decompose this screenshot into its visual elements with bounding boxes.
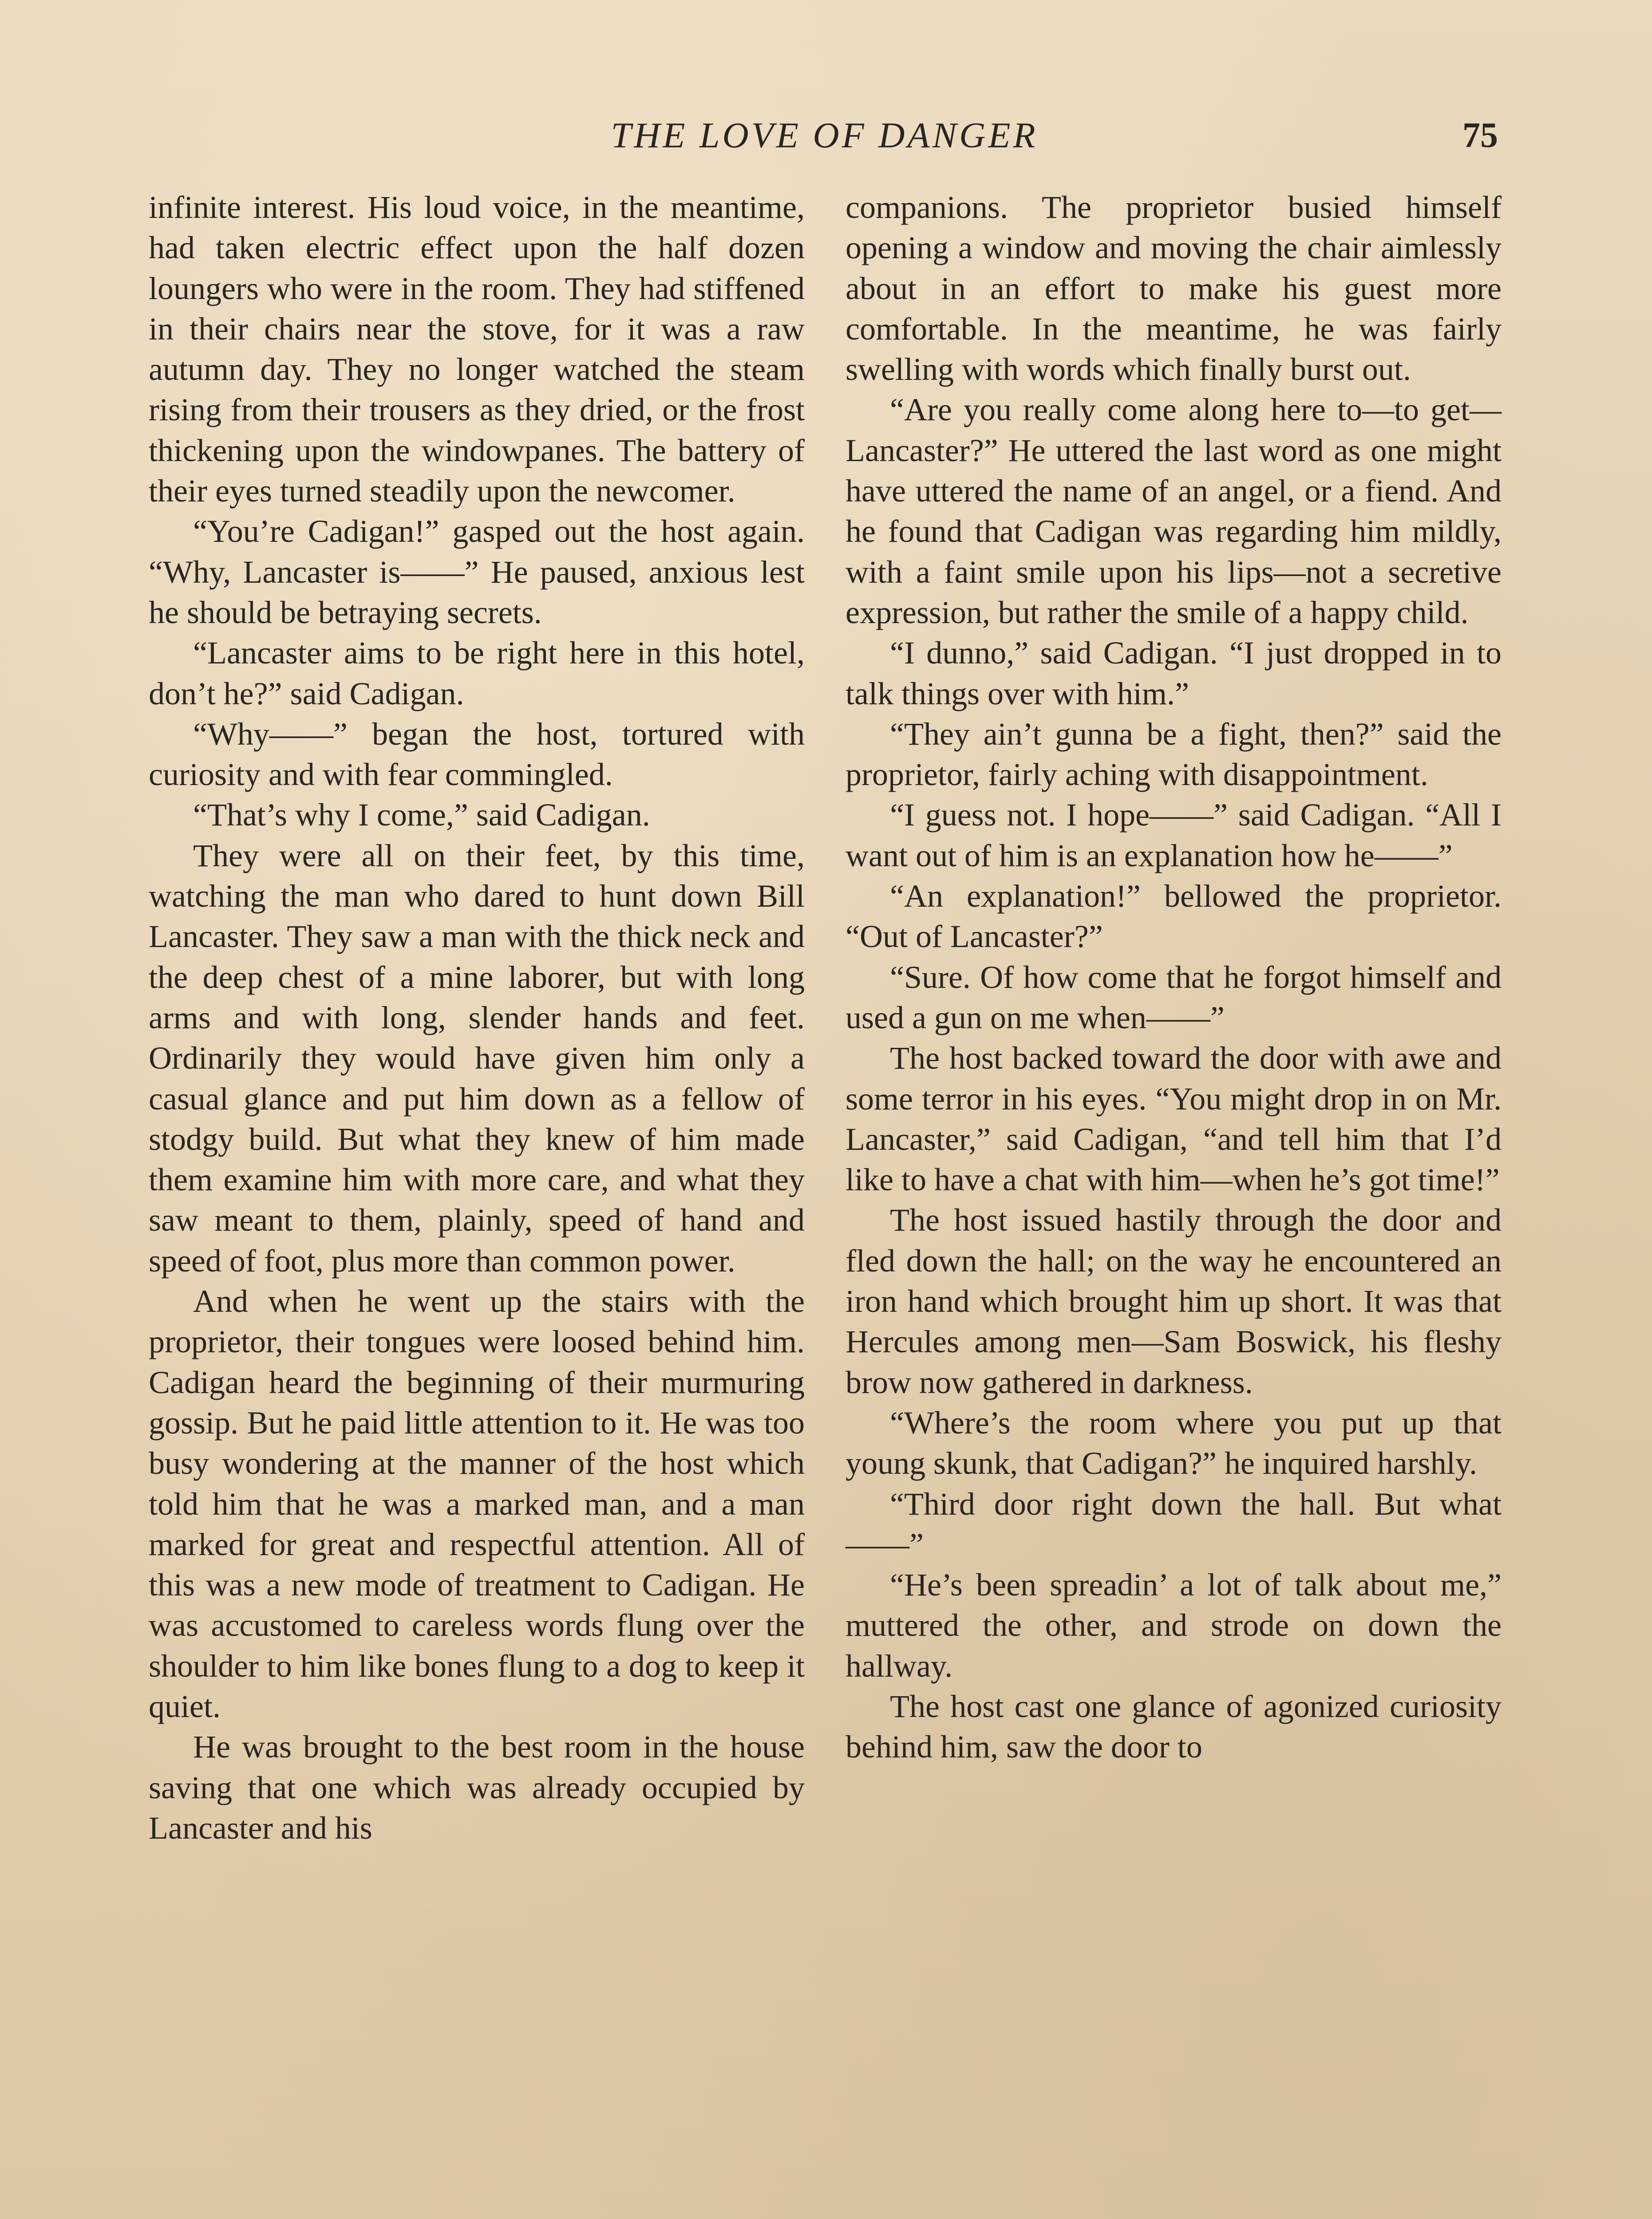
paragraph: The host backed toward the door with awe and some terror in his eyes. “You might drop in on Mr. Lancaster,” said Cadigan, “and tell him that I’d like to have a chat with him—when he’s got time!” (846, 1040, 1502, 1198)
paragraph: infinite interest. His loud voice, in the meantime, had taken electric effect upon the half dozen loungers who were in the room. They had stiffened in their chairs near the stove, for it was a raw autumn day. They no longer watched the steam rising from their trousers as they dried, or the frost thickening upon the windowpanes. The battery of their eyes turned steadily upon the newcomer. (149, 190, 805, 509)
paragraph: “They ain’t gunna be a fight, then?” said the proprietor, fairly aching with disappointment. (846, 716, 1502, 793)
page-header (151, 111, 1498, 160)
paragraph: “Where’s the room where you put up that young skunk, that Cadigan?” he inquired harshly. (846, 1405, 1502, 1481)
left-column (149, 187, 805, 1848)
paragraph: The host cast one glance of agonized curiosity behind him, saw the door to (846, 1688, 1502, 1765)
running-title: THE LOVE OF DANGER (611, 115, 1038, 155)
page-number: 75 (1462, 116, 1498, 155)
paragraph: They were all on their feet, by this time, watching the man who dared to hunt down Bill Lancaster. They saw a man with the thick neck and the deep chest of a mine laborer, but with long arms and with long, slender hands and feet. Ordinarily they would have given him only a casual glance and put him down as a fellow of stodgy build. But what they knew of him made them examine him with more care, and what they saw meant to them, plainly, speed of hand and speed of foot, plus more than common power. (149, 837, 805, 1279)
paragraph: “Why——” began the host, tortured with curiosity and with fear commingled. (149, 716, 805, 793)
paragraph: “That’s why I come,” said Cadigan. (193, 797, 650, 833)
paragraph: And when he went up the stairs with the proprietor, their tongues were loosed behind him. Cadigan heard the beginning of their murmuring gossip. But he paid little attention to it. He was too busy wondering at the manner of the host which told him that he was a marked man, and a man marked for great and respectful attention. All of this was a new mode of treatment to Cadigan. He was accustomed to careless words flung over the shoulder to him like bones flung to a dog to keep it quiet. (149, 1283, 805, 1724)
paragraph: “I guess not. I hope——” said Cadigan. “All I want out of him is an explanation how he——” (846, 797, 1502, 873)
right-column (846, 187, 1502, 1768)
paragraph: “Lancaster aims to be right here in this hotel, don’t he?” said Cadigan. (149, 635, 805, 711)
paragraph: “He’s been spreadin’ a lot of talk about me,” muttered the other, and strode on down the hallway. (846, 1567, 1502, 1684)
paragraph: “Sure. Of how come that he forgot himself and used a gun on me when——” (846, 959, 1502, 1035)
paragraph: “Third door right down the hall. But what——” (846, 1486, 1502, 1562)
paragraph: “An explanation!” bellowed the proprietor. “Out of Lancaster?” (846, 878, 1502, 955)
paragraph: “Are you really come along here to—to get—Lancaster?” He uttered the last word as one might have uttered the name of an angel, or a fiend. And he found that Cadigan was regarding him mildly, with a faint smile upon his lips—not a secretive expression, but rather the smile of a happy child. (846, 392, 1502, 630)
paragraph: “You’re Cadigan!” gasped out the host again. “Why, Lancaster is——” He paused, anxious lest he should be betraying secrets. (149, 513, 805, 630)
paragraph: The host issued hastily through the door and fled down the hall; on the way he encountered an iron hand which brought him up short. It was that Hercules among men—Sam Boswick, his fleshy brow now gathered in darkness. (846, 1202, 1502, 1400)
paragraph: companions. The proprietor busied himself opening a window and moving the chair aimlessly about in an effort to make his guest more comfortable. In the meantime, he was fairly swelling with words which finally burst out. (846, 190, 1502, 387)
paragraph: “I dunno,” said Cadigan. “I just dropped in to talk things over with him.” (846, 635, 1502, 711)
paragraph: He was brought to the best room in the house saving that one which was already occupied by Lancaster and his (149, 1729, 805, 1846)
